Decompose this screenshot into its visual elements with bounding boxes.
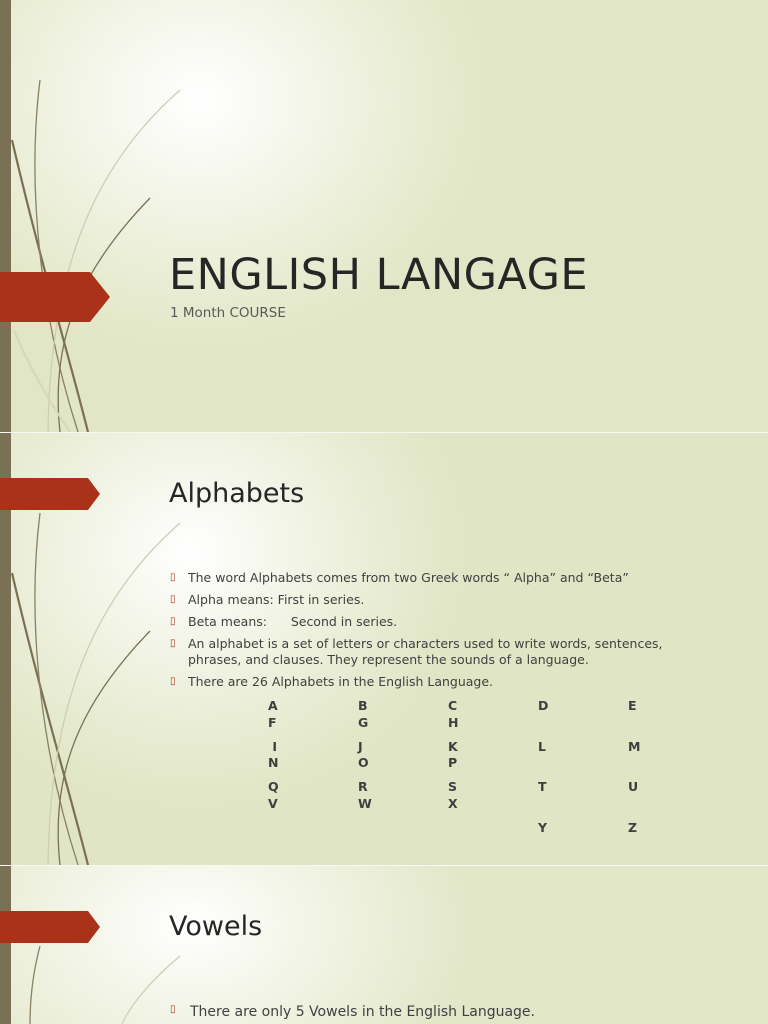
alphabet-cell: L	[538, 738, 546, 754]
list-item: ▯ The word Alphabets comes from two Greek words “ Alpha” and “Beta”	[170, 570, 629, 585]
alphabet-cell	[268, 820, 358, 861]
list-item: ▯ Alpha means: First in series.	[170, 592, 365, 607]
alphabet-cell: S X	[448, 779, 458, 811]
alphabet-cell: U	[628, 779, 639, 794]
title-slide	[0, 0, 768, 432]
list-item: ▯ There are only 5 Vowels in the English Language.	[170, 1004, 535, 1020]
bullet-list	[170, 570, 710, 696]
bullet-icon: ▯	[170, 1004, 176, 1015]
bullet-icon: ▯	[170, 675, 176, 687]
bullet-icon: ▯	[170, 638, 176, 649]
accent-flag	[0, 272, 112, 322]
decorative-curves	[0, 866, 200, 1024]
alphabet-cell: K P	[448, 738, 458, 770]
slide-subtitle: 1 Month COURSE	[170, 305, 286, 321]
accent-flag	[0, 478, 102, 510]
accent-flag	[0, 911, 102, 943]
slide-title: ENGLISH LANGAGE	[169, 250, 589, 300]
bullet-icon: ▯	[170, 572, 176, 583]
alphabet-row	[268, 739, 718, 780]
list-item: ▯ There are 26 Alphabets in the English Language.	[170, 673, 494, 689]
alphabet-cell: D	[538, 698, 549, 713]
alphabet-cell: B G	[358, 698, 369, 730]
bullet-list	[170, 1004, 535, 1020]
alphabet-cell: R W	[358, 779, 372, 811]
alphabet-cell: M	[628, 738, 641, 754]
alphabet-cell: J O	[358, 738, 369, 770]
decorative-curves	[0, 0, 200, 432]
alphabet-cell: I N	[268, 738, 279, 770]
vowels-slide	[0, 866, 768, 1024]
alphabet-grid	[268, 698, 718, 860]
alphabet-cell: E	[628, 698, 637, 713]
alphabet-cell: T	[538, 779, 547, 794]
alphabet-cell: Q V	[268, 779, 279, 811]
bullet-icon: ▯	[170, 594, 176, 605]
list-item: ▯ An alphabet is a set of letters or characters used to write words, sentences, phrases, and clauses. They represent the sounds of a language.	[170, 636, 663, 667]
alphabet-cell	[448, 820, 538, 861]
slide-title: Alphabets	[169, 478, 305, 509]
alphabet-cell: Z	[628, 819, 638, 835]
list-item: ▯ Beta means: Second in series.	[170, 614, 398, 629]
alphabets-slide	[0, 433, 768, 865]
bullet-icon: ▯	[170, 616, 176, 627]
alphabet-row	[268, 820, 718, 861]
alphabet-cell: Y	[538, 819, 548, 835]
alphabet-row	[268, 698, 718, 739]
alphabet-cell	[358, 820, 448, 861]
alphabet-row	[268, 779, 718, 820]
alphabet-cell: C H	[448, 698, 459, 730]
alphabet-cell: A F	[268, 698, 278, 730]
slide-title: Vowels	[169, 911, 263, 942]
